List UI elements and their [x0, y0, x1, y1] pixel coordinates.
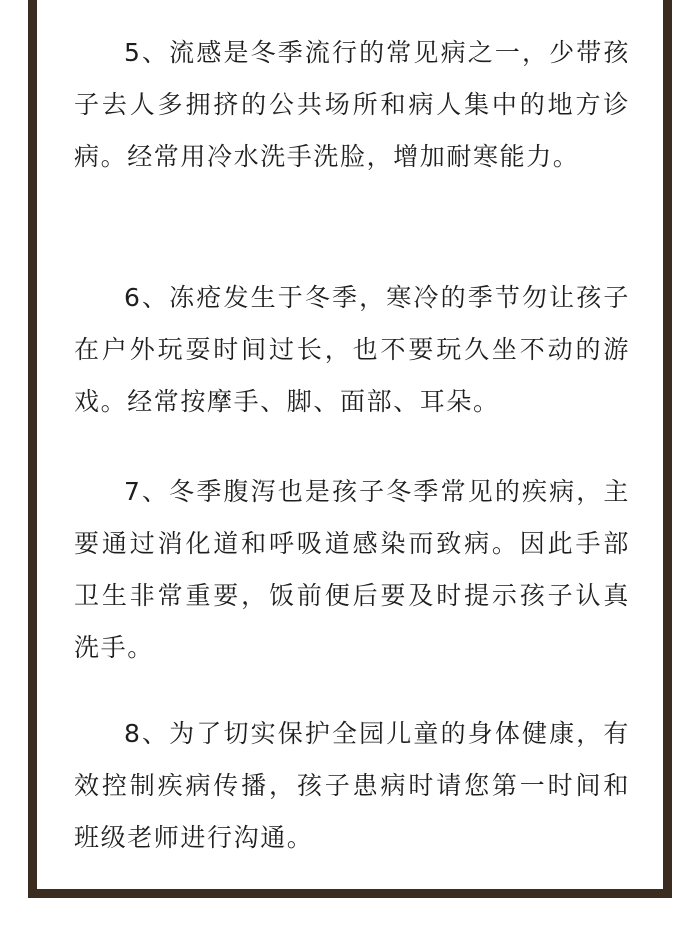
tip-paragraph-8: 8、为了切实保护全园儿童的身体健康，有效控制疾病传播，孩子患病时请您第一时间和班级老师进行沟通。: [74, 719, 630, 852]
tip-paragraph-5: 5、流感是冬季流行的常见病之一，少带孩子去人多拥挤的公共场所和病人集中的地方诊病。经常用冷水洗手洗脸，增加耐寒能力。: [74, 38, 630, 171]
tip-paragraph-7: 7、冬季腹泻也是孩子冬季常见的疾病，主要通过消化道和呼吸道感染而致病。因此手部卫生非常重要，饭前便后要及时提示孩子认真洗手。: [74, 477, 630, 662]
tip-paragraph-6: 6、冻疮发生于冬季，寒冷的季节勿让孩子在户外玩耍时间过长，也不要玩久坐不动的游戏。经常按摩手、脚、面部、耳朵。: [74, 283, 630, 416]
